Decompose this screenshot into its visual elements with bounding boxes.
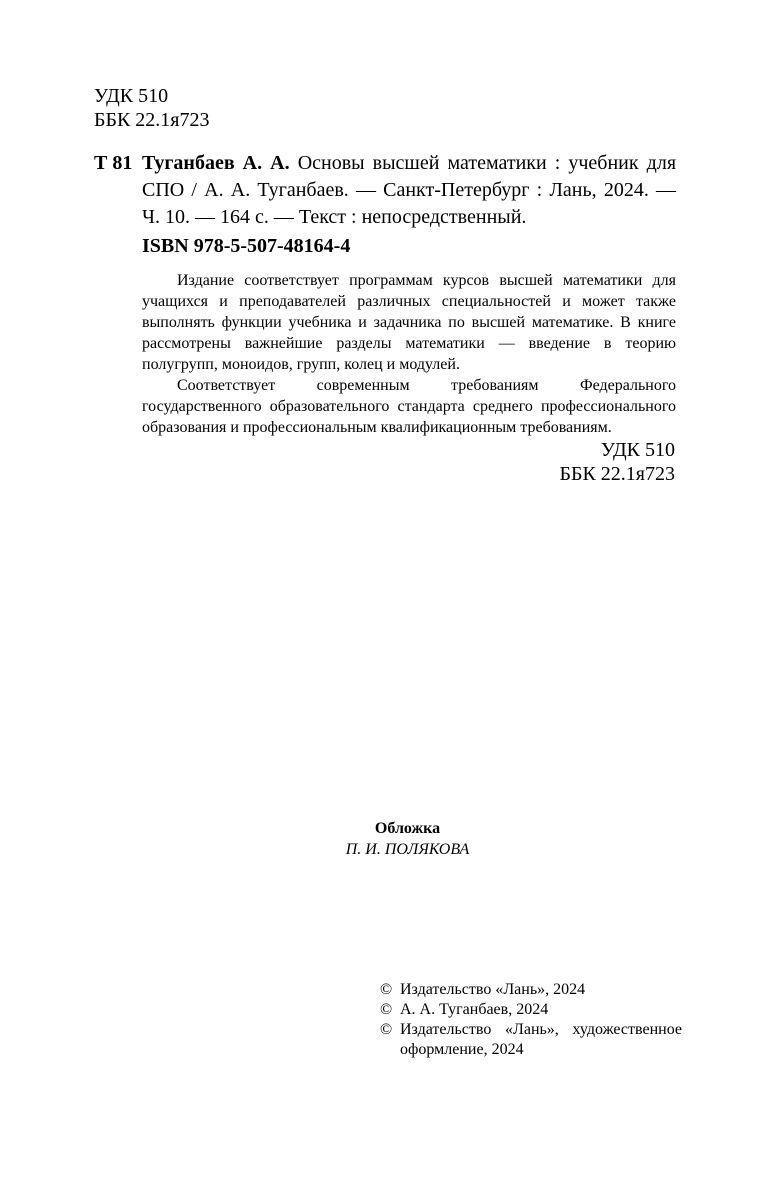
entry-text [142, 150, 676, 231]
cover-label: Обложка [374, 820, 441, 837]
copyright-line [380, 980, 682, 1000]
abstract [142, 270, 676, 438]
bbk-code-right: ББК 22.1я723 [559, 463, 675, 485]
cover-designer: П. И. ПОЛЯКОВА [345, 841, 470, 858]
copyright-symbol: © [380, 1021, 393, 1038]
udk-code-right: УДК 510 [600, 439, 675, 461]
entry-author: Туганбаев А. А. [142, 152, 290, 174]
isbn: ISBN 978-5-507-48164-4 [142, 235, 351, 257]
cover-credit [0, 818, 769, 860]
copyright-text-design: Издательство «Лань», художественное оформление, 2024 [400, 1021, 682, 1058]
copyright-text-publisher: Издательство «Лань», 2024 [400, 981, 586, 998]
classification-top [94, 84, 210, 132]
copyright-text-author: А. А. Туганбаев, 2024 [400, 1001, 549, 1018]
bibliographic-entry [94, 150, 676, 231]
entry-description: Основы высшей математики : учебник для СПО / А. А. Туганбаев. — Санкт-Петербург : Лань, 2024. — Ч. 10. — 164 с. — Текст : непосредственный. [142, 152, 677, 228]
classification-bottom [559, 438, 675, 486]
abstract-paragraph-1: Издание соответствует программам курсов высшей математики для учащихся и преподавателей различных специальностей и может также выполнять функции учебника и задачника по высшей математике. В книге рассмотрены важнейшие разделы математики — введение в теорию полугрупп, моноидов, групп, колец и модулей. [142, 272, 676, 373]
copyright-line [380, 1020, 682, 1060]
copyright-symbol: © [380, 981, 393, 998]
bbk-code: ББК 22.1я723 [94, 109, 210, 131]
abstract-paragraph-2: Соответствует современным требованиям Федерального государственного образовательного стандарта среднего профессионального образования и профессиональным квалификационным требованиям. [142, 377, 676, 436]
copyright-block [380, 980, 682, 1060]
copyright-line [380, 1000, 682, 1020]
author-sign: Т 81 [94, 152, 133, 174]
udk-code: УДК 510 [94, 85, 169, 107]
copyright-symbol: © [380, 1001, 393, 1018]
